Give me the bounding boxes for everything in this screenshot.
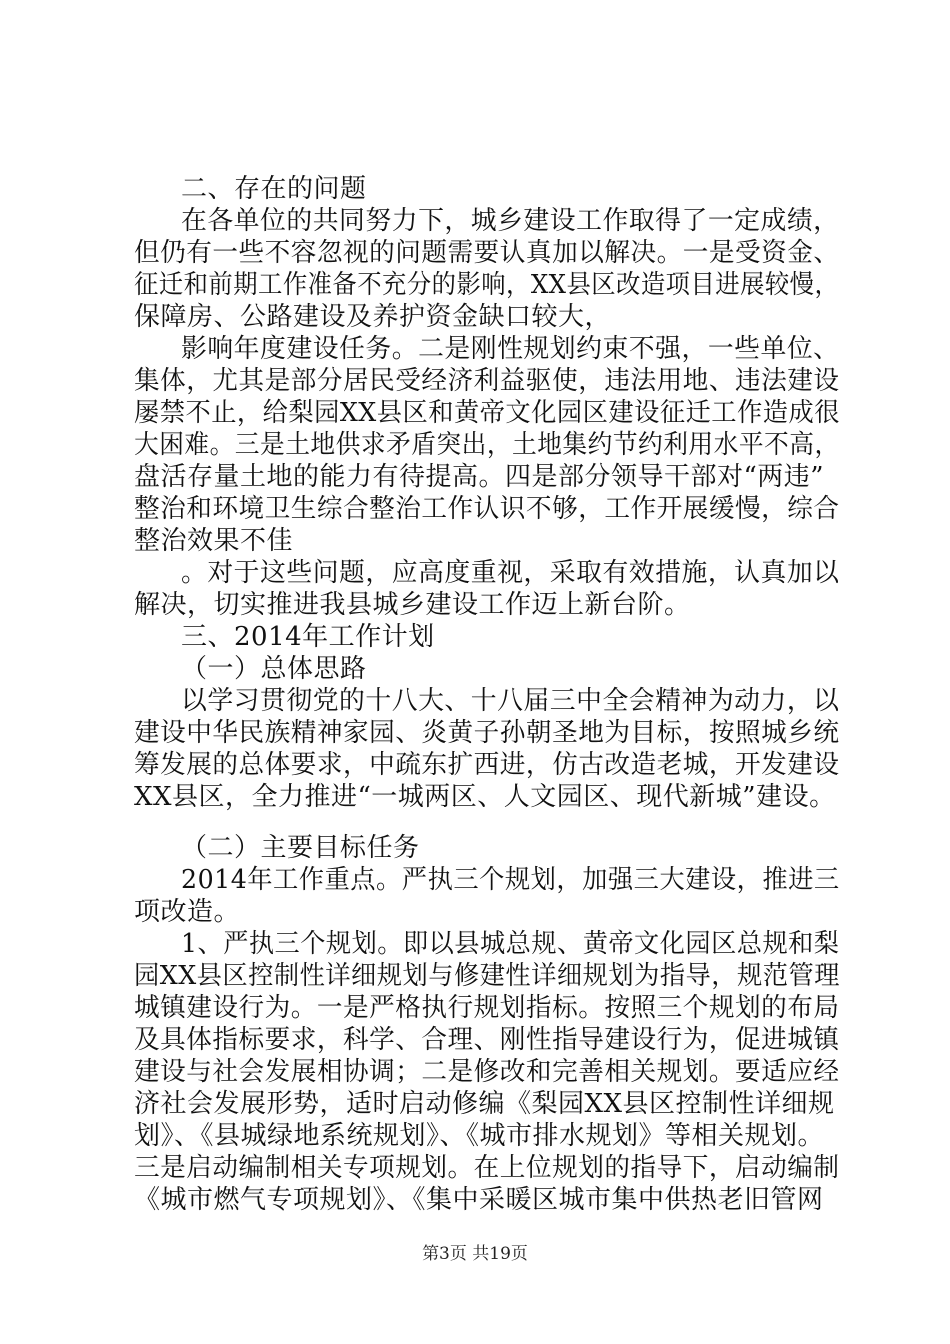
- text-line: 济社会发展形势，适时启动修编《梨园XX县区控制性详细规: [134, 1089, 835, 1119]
- text-line: 建设中华民族精神家园、炎黄子孙朝圣地为目标，按照城乡统: [134, 718, 840, 748]
- section-heading: 三、2014年工作计划: [181, 622, 435, 652]
- subsection-heading: （二）主要目标任务: [181, 833, 420, 863]
- text-line: 在各单位的共同努力下，城乡建设工作取得了一定成绩，: [181, 206, 840, 236]
- text-line: 建设与社会发展相协调；二是修改和完善相关规划。要适应经: [134, 1057, 840, 1087]
- text-line: 三是启动编制相关专项规划。在上位规划的指导下，启动编制: [134, 1153, 840, 1183]
- text-line: XX县区，全力推进“一城两区、人文园区、现代新城”建设。: [134, 782, 836, 812]
- text-line: 城镇建设行为。一是严格执行规划指标。按照三个规划的布局: [134, 993, 840, 1023]
- text-line: 屡禁不止，给梨园XX县区和黄帝文化园区建设征迁工作造成很: [134, 398, 840, 428]
- text-line: 整治和环境卫生综合整治工作认识不够，工作开展缓慢，综合: [134, 494, 840, 524]
- text-line: 影响年度建设任务。二是刚性规划约束不强，一些单位、: [181, 334, 840, 364]
- text-line: 但仍有一些不容忽视的问题需要认真加以解决。一是受资金、: [134, 238, 840, 268]
- text-line: 解决，切实推进我县城乡建设工作迈上新台阶。: [134, 590, 691, 620]
- text-line: 项改造。: [134, 897, 241, 927]
- text-line: 以学习贯彻党的十八大、十八届三中全会精神为动力，以: [181, 686, 840, 716]
- text-line: 园XX县区控制性详细规划与修建性详细规划为指导，规范管理: [134, 961, 840, 991]
- text-line: 《城市燃气专项规划》、《集中采暖区城市集中供热老旧管网: [134, 1185, 824, 1215]
- text-line: 二、存在的问题: [181, 174, 367, 204]
- subsection-heading: （一）总体思路: [181, 654, 367, 684]
- text-line: 2014年工作重点。严执三个规划，加强三大建设，推进三: [181, 865, 840, 895]
- text-line: 大困难。三是土地供求矛盾突出，土地集约节约利用水平不高，: [134, 430, 840, 460]
- text-line: 划》、《县城绿地系统规划》、《城市排水规划》等相关规划。: [134, 1121, 825, 1151]
- page-number-footer: 第3页 共19页: [422, 1244, 528, 1264]
- text-line: 。对于这些问题，应高度重视，采取有效措施，认真加以: [181, 558, 840, 588]
- text-line: 征迁和前期工作准备不充分的影响，XX县区改造项目进展较慢，: [134, 270, 840, 300]
- text-line: 盘活存量土地的能力有待提高。四是部分领导干部对“两违”: [134, 462, 825, 492]
- text-line: 1、严执三个规划。即以县城总规、黄帝文化园区总规和梨: [181, 929, 840, 959]
- text-line: 及具体指标要求，科学、合理、刚性指导建设行为，促进城镇: [134, 1025, 840, 1055]
- text-line: 保障房、公路建设及养护资金缺口较大，: [134, 302, 612, 332]
- text-line: 整治效果不佳: [134, 526, 294, 556]
- text-line: 集体，尤其是部分居民受经济利益驱使，违法用地、违法建设: [134, 366, 840, 396]
- text-line: 筹发展的总体要求，中疏东扩西进，仿古改造老城，开发建设: [134, 750, 840, 780]
